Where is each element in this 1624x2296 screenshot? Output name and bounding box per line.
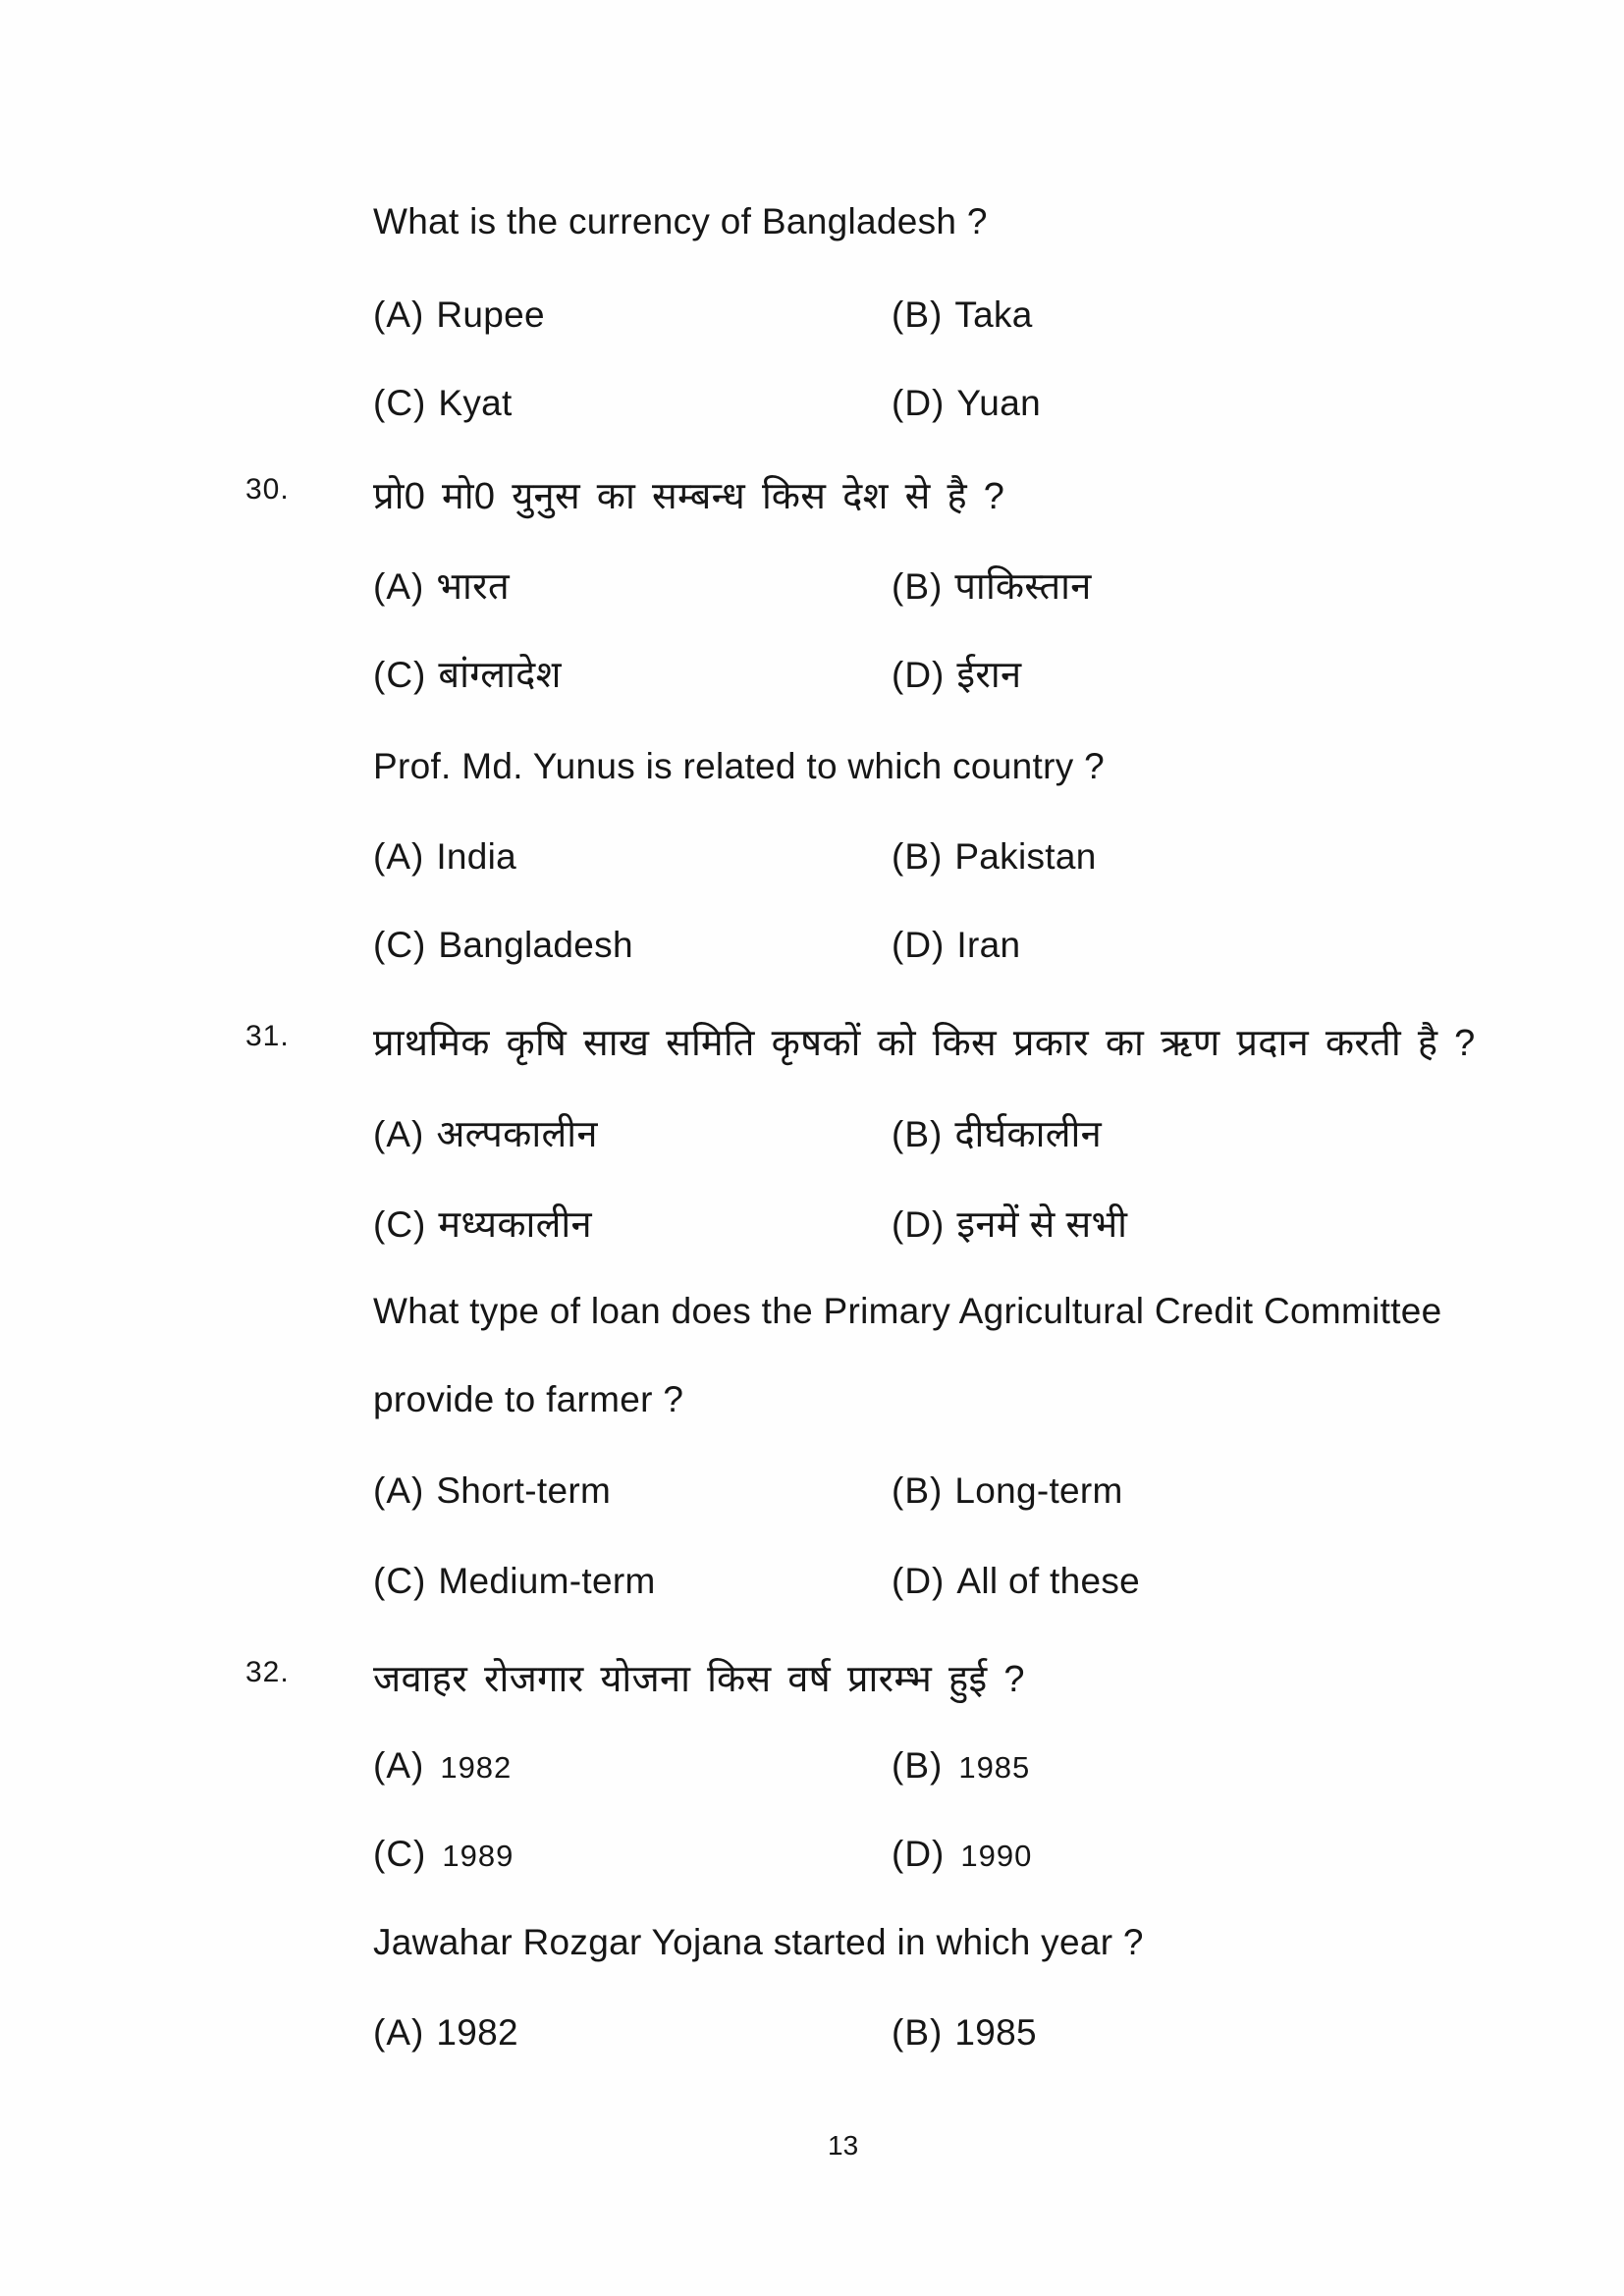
- question-text: प्रो0 मो0 युनुस का सम्बन्ध किस देश से है ?: [373, 476, 1005, 517]
- option-b: (B) Taka: [892, 294, 1033, 335]
- option-c: (C) 1989: [373, 1834, 514, 1874]
- option-c: (C) Medium-term: [373, 1561, 656, 1601]
- option-a: (A) भारत: [373, 566, 510, 608]
- option-b: (B) 1985: [892, 2012, 1037, 2053]
- option-b: (B) पाकिस्तान: [892, 566, 1092, 608]
- question-text: provide to farmer ?: [373, 1379, 684, 1419]
- option-d: (D) ईरान: [892, 655, 1022, 696]
- option-b: (B) Pakistan: [892, 836, 1097, 877]
- question-text: जवाहर रोजगार योजना किस वर्ष प्रारम्भ हुई ?: [373, 1659, 1025, 1700]
- question-text: Prof. Md. Yunus is related to which country ?: [373, 746, 1105, 786]
- question-number: 31.: [245, 1020, 290, 1052]
- option-d: (D) 1990: [892, 1834, 1033, 1874]
- option-b: (B) Long-term: [892, 1470, 1123, 1511]
- option-a: (A) Short-term: [373, 1470, 612, 1511]
- option-c: (C) Bangladesh: [373, 925, 633, 965]
- option-a: (A) India: [373, 836, 517, 877]
- option-c: (C) Kyat: [373, 383, 513, 423]
- question-text: प्राथमिक कृषि साख समिति कृषकों को किस प्रकार का ऋण प्रदान करती है ?: [373, 1023, 1476, 1064]
- option-d: (D) इनमें से सभी: [892, 1204, 1128, 1246]
- option-c: (C) मध्यकालीन: [373, 1204, 592, 1246]
- question-text: What is the currency of Bangladesh ?: [373, 201, 988, 241]
- option-b: (B) 1985: [892, 1745, 1031, 1786]
- option-a: (A) Rupee: [373, 294, 545, 335]
- question-number: 32.: [245, 1656, 290, 1688]
- option-d: (D) All of these: [892, 1561, 1141, 1601]
- option-b: (B) दीर्घकालीन: [892, 1114, 1103, 1155]
- question-number: 30.: [245, 473, 290, 506]
- question-text: Jawahar Rozgar Yojana started in which year ?: [373, 1922, 1144, 1962]
- page-number: 13: [828, 2130, 859, 2161]
- option-a: (A) 1982: [373, 2012, 518, 2053]
- option-a: (A) अल्पकालीन: [373, 1114, 598, 1155]
- option-a: (A) 1982: [373, 1745, 513, 1786]
- question-text: What type of loan does the Primary Agricultural Credit Committee: [373, 1291, 1442, 1331]
- option-c: (C) बांग्लादेश: [373, 655, 562, 696]
- option-d: (D) Yuan: [892, 383, 1041, 423]
- option-d: (D) Iran: [892, 925, 1021, 965]
